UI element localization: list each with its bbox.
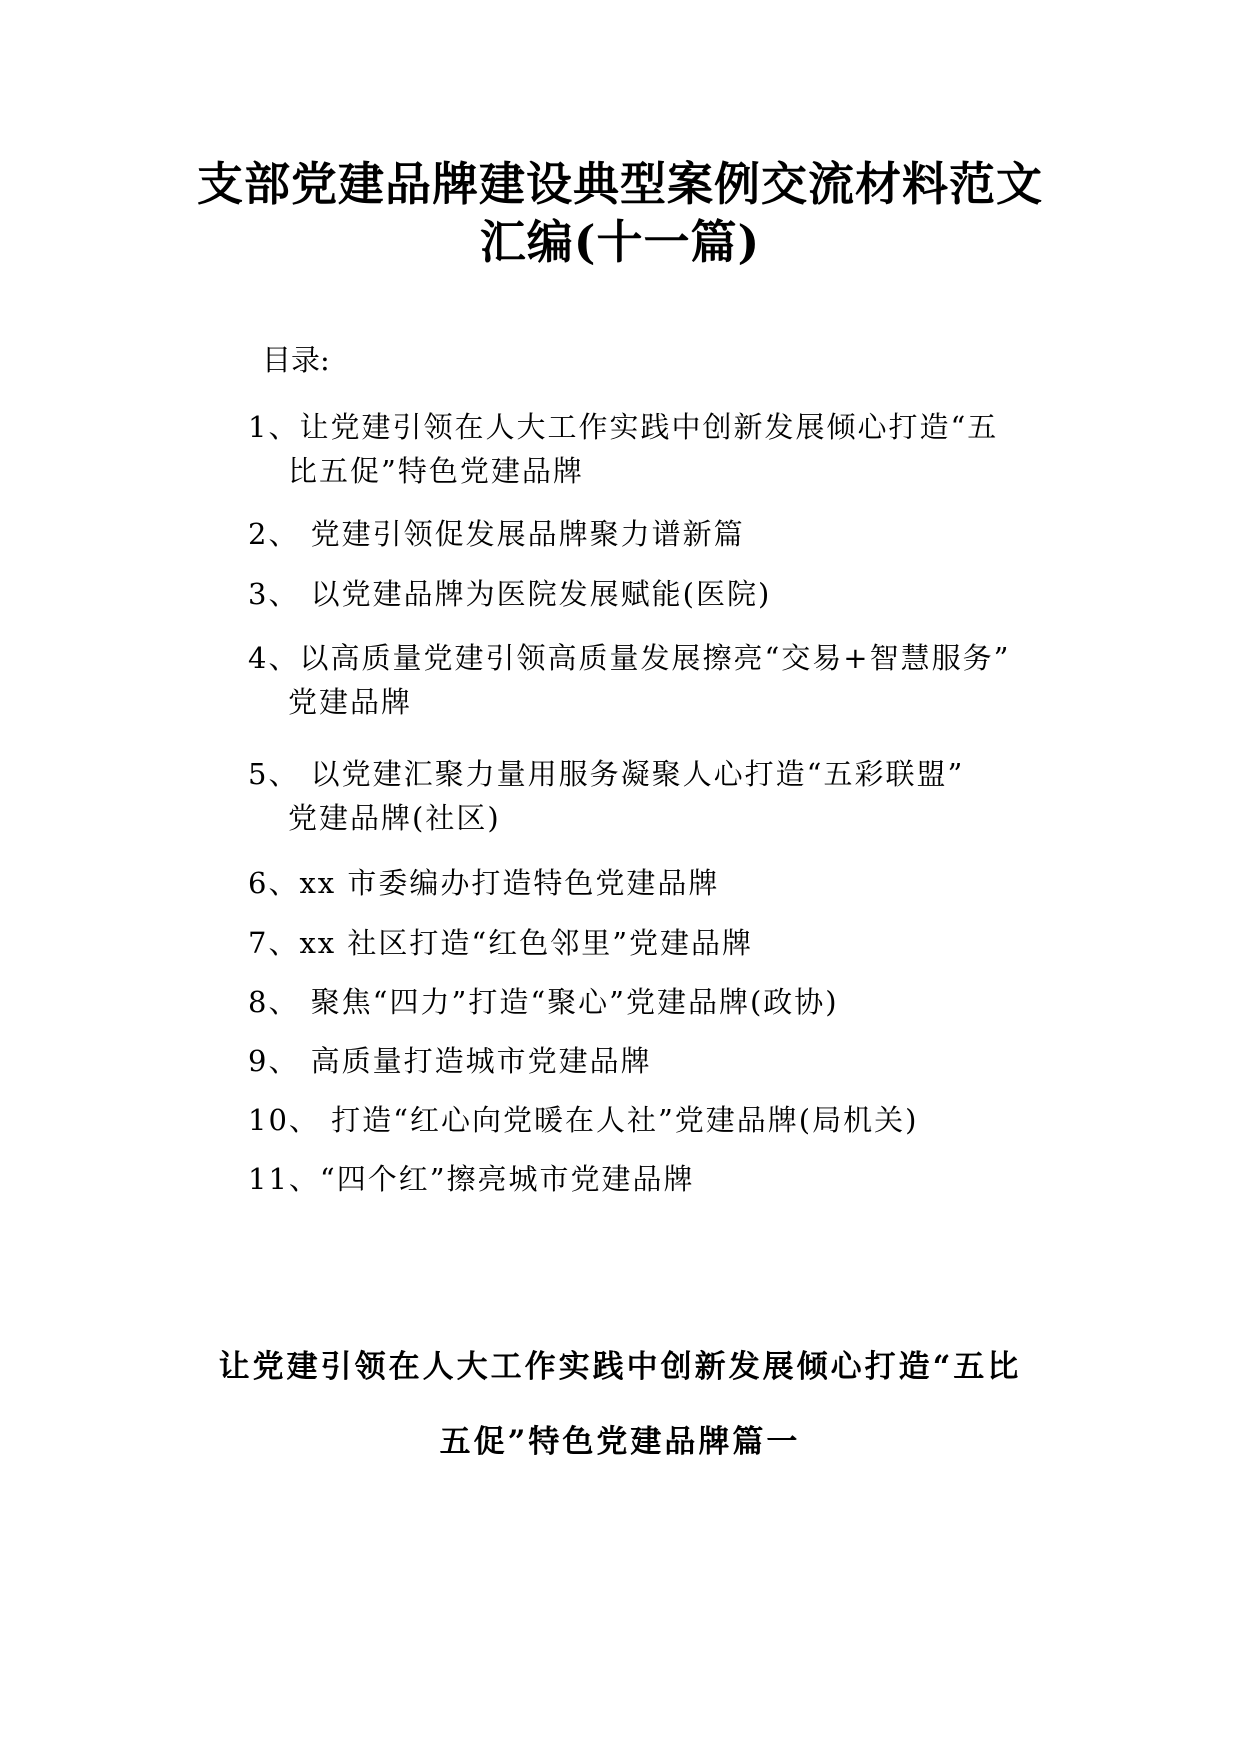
toc-item-2	[248, 512, 1068, 556]
toc-item-6-line-1: 6、xx 市委编办打造特色党建品牌	[248, 866, 720, 900]
toc-item-9	[248, 1039, 1068, 1083]
toc-item-8-line-1: 8、 聚焦“四力”打造“聚心”党建品牌(政协)	[248, 985, 839, 1019]
toc-item-5-line-2: 党建品牌(社区)	[288, 801, 501, 835]
toc-item-1-line-1: 1、让党建引领在人大工作实践中创新发展倾心打造“五	[248, 410, 999, 444]
toc-item-3-line-1: 3、 以党建品牌为医院发展赋能(医院)	[248, 577, 772, 611]
toc-item-9-line-1: 9、 高质量打造城市党建品牌	[248, 1044, 652, 1078]
toc-item-11	[248, 1157, 1068, 1201]
toc-item-10	[248, 1098, 1068, 1142]
document-title-line-2: 汇编(十一篇)	[479, 215, 761, 269]
toc-item-1	[248, 405, 1068, 493]
toc-item-2-line-1: 2、 党建引领促发展品牌聚力谱新篇	[248, 517, 745, 551]
toc-item-4-line-1: 4、以高质量党建引领高质量发展擦亮“交易+智慧服务”	[248, 641, 1011, 675]
toc-item-6	[248, 861, 1068, 905]
document-title-line-1: 支部党建品牌建设典型案例交流材料范文	[197, 157, 1043, 211]
toc-item-4-line-2: 党建品牌	[288, 685, 413, 719]
toc-item-7-line-1: 7、xx 社区打造“红色邻里”党建品牌	[248, 926, 754, 960]
toc-item-7	[248, 921, 1068, 965]
toc-item-10-line-1: 10、 打造“红心向党暖在人社”党建品牌(局机关)	[248, 1103, 919, 1137]
toc-item-1-line-2: 比五促”特色党建品牌	[288, 454, 584, 488]
toc-label: 目录:	[262, 343, 330, 377]
toc-item-3	[248, 572, 1068, 616]
toc-item-4	[248, 636, 1068, 724]
toc-item-8	[248, 980, 1068, 1024]
section-title-line-2: 五促”特色党建品牌篇一	[439, 1424, 801, 1460]
section-title-line-1: 让党建引领在人大工作实践中创新发展倾心打造“五比	[218, 1349, 1022, 1385]
toc-item-11-line-1: 11、“四个红”擦亮城市党建品牌	[248, 1162, 695, 1196]
toc-item-5-line-1: 5、 以党建汇聚力量用服务凝聚人心打造“五彩联盟”	[248, 757, 965, 791]
toc-item-5	[248, 752, 1068, 840]
